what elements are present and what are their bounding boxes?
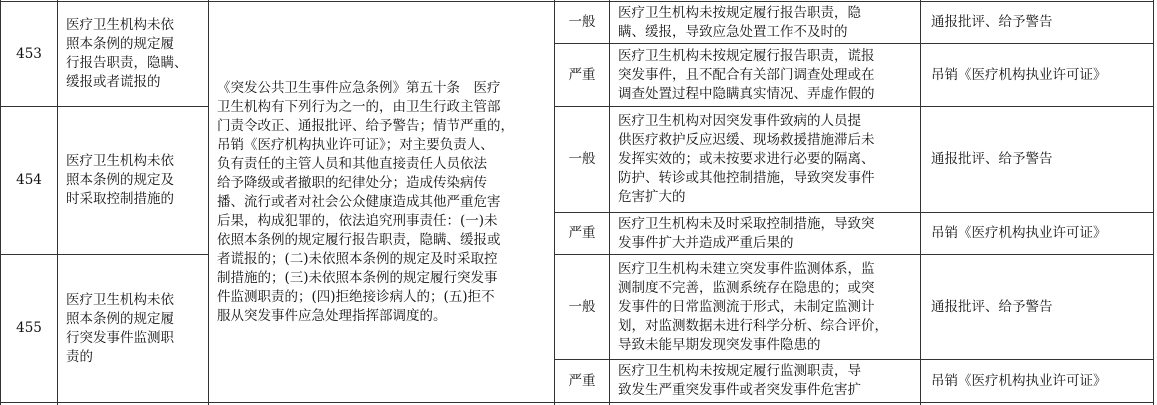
severity-level: 严重: [568, 225, 596, 241]
table-border-right: [1153, 0, 1154, 405]
violation-text: 医疗卫生机构未依 照本条例的规定及 时采取控制措施的: [66, 153, 174, 207]
severity-level: 严重: [568, 66, 596, 83]
severity-level: 一般: [568, 14, 596, 30]
circumstance-text: 医疗卫生机构未按规定履行报告职责，谎报 突发事件，且不配合有关部门调查处理或在 调查处置过程中隐瞒真实情况、弄虚作假的: [618, 47, 875, 102]
violation-text: 医疗卫生机构未依 照本条例的规定履 行突发事件监测职 责的: [66, 291, 174, 365]
penalty-text: 吊销《医疗机构执业许可证》: [931, 372, 1107, 389]
row-number: 454: [16, 172, 42, 188]
severity-level: 一般: [568, 298, 596, 315]
legal-basis-text: 《突发公共卫生事件应急条例》第五十条 医疗 卫生机构有下列行为之一的，由卫生行政主管部 门责令改正、通报批评、给予警告；情节严重的， 吊销《医疗机构执业许可证》；对主要负责人、 负有责任的主管人员和其他直接责任人员依法 给予降级或者撤职的纪律处分；造成传染病传 播、流行或者对社会公众健康造成其他严重危害 后果，构成犯罪的，依法追究刑事责任：(一)未 依照本条例的规定履行报告职责，隐瞒、缓报或 者谎报的；(二)未依照本条例的规定及时采取控 制措施的；(三)未依照本条例的规定履行突发事 件监测职责的；(四)拒绝接诊病人的；(五)拒不 服从突发事件应急处理指挥部调度的。: [217, 79, 514, 324]
severity-level: 一般: [568, 151, 596, 167]
row-number: 453: [16, 45, 42, 62]
penalty-text: 通报批评、给予警告: [931, 151, 1053, 167]
circumstance-text: 医疗卫生机构未建立突发事件监测体系，监 测制度不完善，监测系统存在隐患的；或突 发事件的日常监测流于形式，未制定监测计 划，对监测数据未进行科学分析、综合评价， 导致未能早期发现突发事件隐患的: [618, 260, 888, 353]
penalty-text: 通报批评、给予警告: [931, 298, 1053, 315]
circumstance-text: 医疗卫生机构未按规定履行报告职责，隐 瞒、缓报，导致应急处置工作不及时的: [618, 4, 861, 40]
penalty-text: 吊销《医疗机构执业许可证》: [931, 66, 1107, 83]
row-divider: [0, 402, 1154, 403]
circumstance-text: 医疗卫生机构未及时采取控制措施，导致突 发事件扩大并造成严重后果的: [618, 215, 875, 251]
row-number: 455: [16, 320, 42, 336]
violation-text: 医疗卫生机构未依 照本条例的规定履 行报告职责，隐瞒、 缓报或者谎报的: [66, 17, 188, 90]
severity-level: 严重: [568, 372, 596, 389]
circumstance-text: 医疗卫生机构未按规定履行监测职责，导 致发生严重突发事件或者突发事件危害扩: [618, 363, 861, 398]
circumstance-text: 医疗卫生机构对因突发事件致病的人员提 供医疗救护反应迟缓、现场救援措施滞后未 发挥实效的；或未按要求进行必要的隔离、 防护、转诊或其他控制措施，导致突发事件 危害扩大的: [618, 113, 875, 205]
penalty-text: 通报批评、给予警告: [931, 14, 1053, 30]
penalty-text: 吊销《医疗机构执业许可证》: [931, 225, 1107, 241]
